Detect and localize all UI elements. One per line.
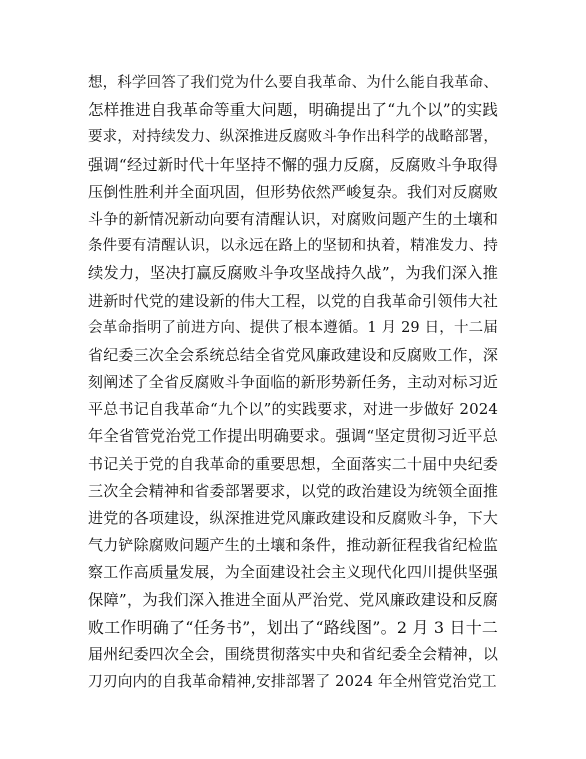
text-line: 进新时代党的建设新的伟大工程，以党的自我革命引领伟大社 bbox=[88, 291, 498, 310]
text-line: 压倒性胜利并全面巩固，但形势依然严峻复杂。我们对反腐败 bbox=[88, 182, 498, 201]
text-line: 刻阐述了全省反腐败斗争面临的新形势新任务，主动对标习近 bbox=[88, 373, 498, 392]
text-line: 败工作明确了“任务书”，划出了“路线图”。2 月 3 日十二 bbox=[88, 617, 498, 637]
text-line: 书记关于党的自我革命的重要思想，全面落实二十届中央纪委 bbox=[88, 454, 498, 473]
text-line: 届州纪委四次全会，围绕贯彻落实中央和省纪委全会精神，以 bbox=[88, 644, 498, 663]
text-line: 察工作高质量发展，为全面建设社会主义现代化四川提供坚强 bbox=[88, 563, 498, 582]
text-line: 刀刃向内的自我革命精神,安排部署了 2024 年全州管党治党工 bbox=[88, 673, 497, 691]
text-line: 省纪委三次全会系统总结全省党风廉政建设和反腐败工作，深 bbox=[88, 345, 498, 364]
body-paragraph bbox=[88, 70, 498, 695]
text-line: 进党的各项建设，纵深推进党风廉政建设和反腐败斗争，下大 bbox=[88, 509, 498, 527]
text-line: 三次全会精神和省委部署要求，以党的政治建设为统领全面推 bbox=[88, 481, 498, 500]
text-line: 续发力，坚决打赢反腐败斗争攻坚战持久战”，为我们深入推 bbox=[88, 264, 498, 283]
text-line: 强调“经过新时代十年坚持不懈的强力反腐，反腐败斗争取得 bbox=[88, 155, 498, 174]
text-line: 气力铲除腐败问题产生的土壤和条件，推动新征程我省纪检监 bbox=[88, 536, 498, 555]
text-line: 平总书记自我革命“九个以”的实践要求，对进一步做好 2024 bbox=[88, 400, 498, 419]
text-line: 斗争的新情况新动向要有清醒认识，对腐败问题产生的土壤和 bbox=[88, 209, 498, 228]
text-line: 会革命指明了前进方向、提供了根本遵循。1 月 29 日，十二届 bbox=[88, 319, 498, 336]
text-line: 要求，对持续发力、纵深推进反腐败斗争作出科学的战略部署， bbox=[88, 129, 498, 146]
text-line: 条件要有清醒认识，以永远在路上的坚韧和执着，精准发力、持 bbox=[88, 238, 498, 255]
text-line: 想，科学回答了我们党为什么要自我革命、为什么能自我革命、 bbox=[88, 75, 498, 91]
text-line: 怎样推进自我革命等重大问题，明确提出了“九个以”的实践 bbox=[88, 101, 498, 120]
text-line: 年全省管党治党工作提出明确要求。强调“坚定贯彻习近平总 bbox=[88, 427, 498, 446]
text-line: 保障”，为我们深入推进全面从严治党、党风廉政建设和反腐 bbox=[88, 590, 498, 609]
